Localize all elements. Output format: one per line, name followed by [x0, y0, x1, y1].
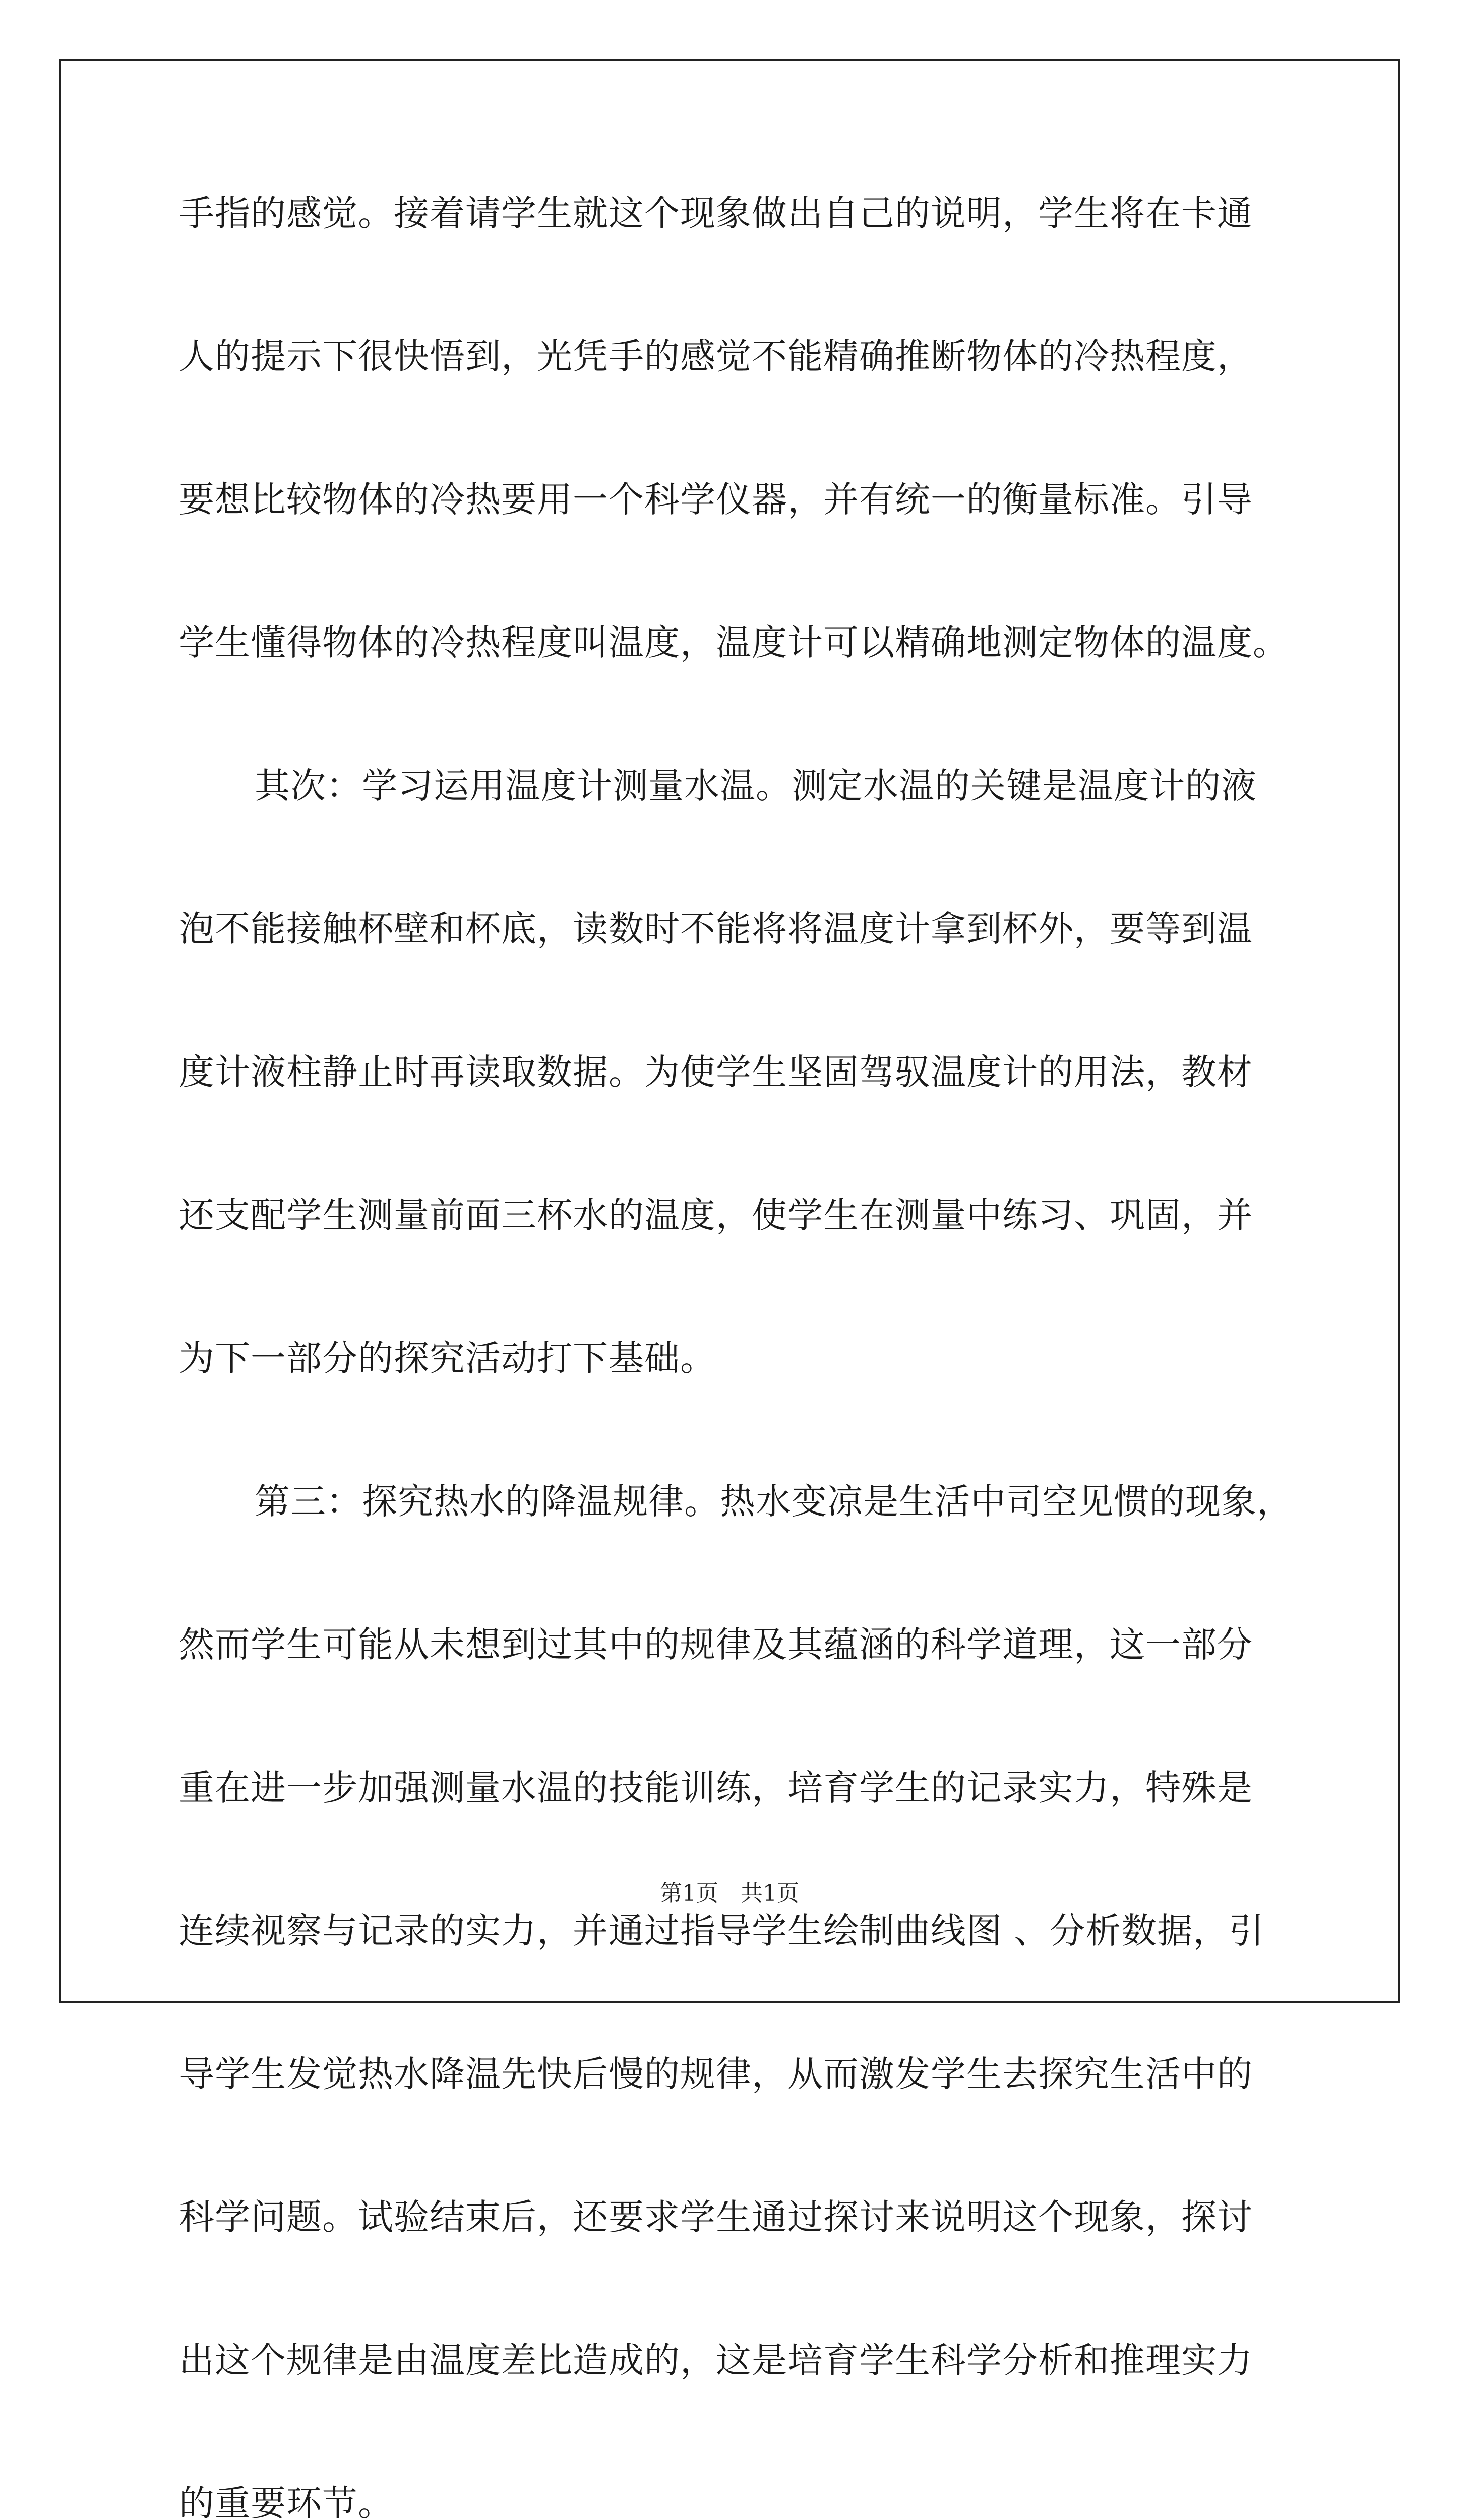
text-line: 导学生发觉热水降温先快后慢的规律，从而激发学生去探究生活中的 — [179, 2053, 1253, 2095]
text-line: 要想比较物体的冷热要用一个科学仪器，并有统一的衡量标准。引导 — [179, 479, 1253, 520]
document-body — [179, 193, 1293, 2520]
text-line: 然而学生可能从未想到过其中的规律及其蕴涵的科学道理，这一部分 — [179, 1624, 1253, 1665]
text-line: 学生懂得物体的冷热程度叫温度，温度计可以精确地测定物体的温度。 — [179, 622, 1289, 663]
text-line: 人的提示下很快悟到，光凭手的感觉不能精确推断物体的冷热程度， — [179, 336, 1253, 377]
text-line: 为下一部分的探究活动打下基础。 — [179, 1338, 716, 1379]
text-line: 出这个规律是由温度差比造成的，这是培育学生科学分析和推理实力 — [179, 2340, 1253, 2381]
text-line: 的重要环节。 — [179, 2483, 394, 2520]
text-line: 科学问题。试验结束后，还要求学生通过探讨来说明这个现象，探讨 — [179, 2196, 1253, 2238]
paragraph-start-line: 第三：探究热水的降温规律。热水变凉是生活中司空见惯的现象， — [255, 1481, 1293, 1522]
text-line: 手指的感觉。接着请学生就这个现象做出自己的说明，学生将在卡通 — [179, 193, 1253, 234]
paragraph-start-line: 其次：学习运用温度计测量水温。测定水温的关键是温度计的液 — [255, 765, 1257, 806]
text-line: 泡不能接触杯壁和杯底，读数时不能将将温度计拿到杯外，要等到温 — [179, 908, 1253, 950]
text-line: 重在进一步加强测量水温的技能训练，培育学生的记录实力，特殊是 — [179, 1767, 1253, 1808]
text-line: 度计液柱静止时再读取数据。为使学生坚固驾驭温度计的用法，教材 — [179, 1051, 1253, 1093]
text-line: 还支配学生测量前面三杯水的温度，使学生在测量中练习、巩固，并 — [179, 1194, 1253, 1236]
page-number-footer: 第1页 共1页 — [660, 1880, 799, 1906]
text-line: 连续视察与记录的实力，并通过指导学生绘制曲线图 、分析数据，引 — [179, 1910, 1265, 1951]
